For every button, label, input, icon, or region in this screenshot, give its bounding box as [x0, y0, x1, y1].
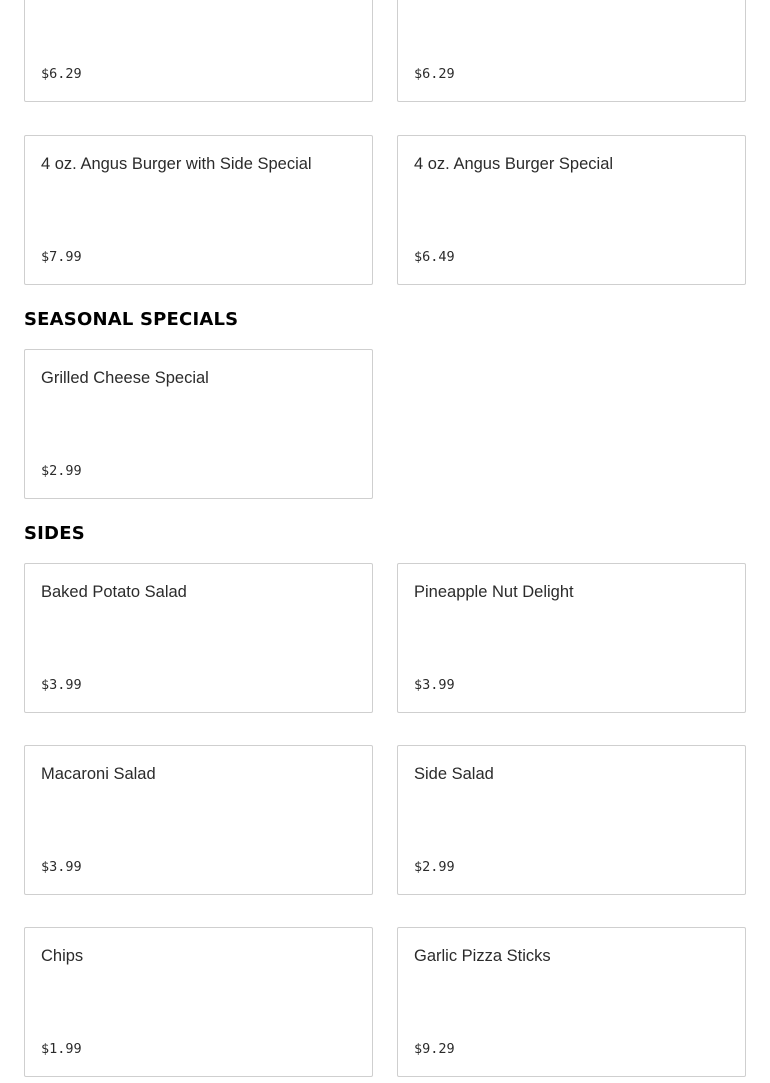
menu-item-price: $6.29 [414, 66, 455, 82]
menu-item-name: Grilled Cheese Special [41, 369, 209, 387]
menu-item-price: $6.49 [414, 249, 455, 265]
menu-item-price: $6.29 [41, 66, 82, 82]
menu-item-name: Pineapple Nut Delight [414, 583, 574, 601]
menu-item-name: Chips [41, 947, 84, 965]
menu-item-card[interactable] [24, 927, 373, 1077]
menu-item-price: $2.99 [41, 463, 82, 479]
menu-item-card[interactable] [24, 563, 373, 713]
menu-item-price: $3.99 [41, 859, 82, 875]
menu-item-name: 4 oz. Angus Burger with Side Special [41, 155, 312, 173]
menu-item-price: $9.29 [414, 1041, 455, 1057]
menu-item-card[interactable] [24, 349, 373, 499]
menu-item-name: Garlic Pizza Sticks [414, 947, 551, 965]
menu-item-card[interactable] [24, 135, 373, 285]
menu-item-price: $3.99 [414, 677, 455, 693]
menu-item-name: Baked Potato Salad [41, 583, 187, 601]
menu-item-name: 4 oz. Angus Burger Special [414, 155, 614, 173]
menu-item-price: $2.99 [414, 859, 455, 875]
section-title-seasonal-specials: SEASONAL SPECIALS [24, 309, 239, 330]
menu-item-price: $3.99 [41, 677, 82, 693]
menu-item-card[interactable] [397, 0, 746, 102]
menu-item-name: Side Salad [414, 765, 494, 783]
menu-item-card[interactable] [397, 135, 746, 285]
menu-item-card[interactable] [24, 745, 373, 895]
menu-item-card[interactable] [24, 0, 373, 102]
menu-item-name: Macaroni Salad [41, 765, 156, 783]
menu-item-price: $7.99 [41, 249, 82, 265]
menu-item-card[interactable] [397, 745, 746, 895]
menu-item-price: $1.99 [41, 1041, 82, 1057]
menu-item-card[interactable] [397, 563, 746, 713]
menu-item-card[interactable] [397, 927, 746, 1077]
section-title-sides: SIDES [24, 523, 85, 544]
